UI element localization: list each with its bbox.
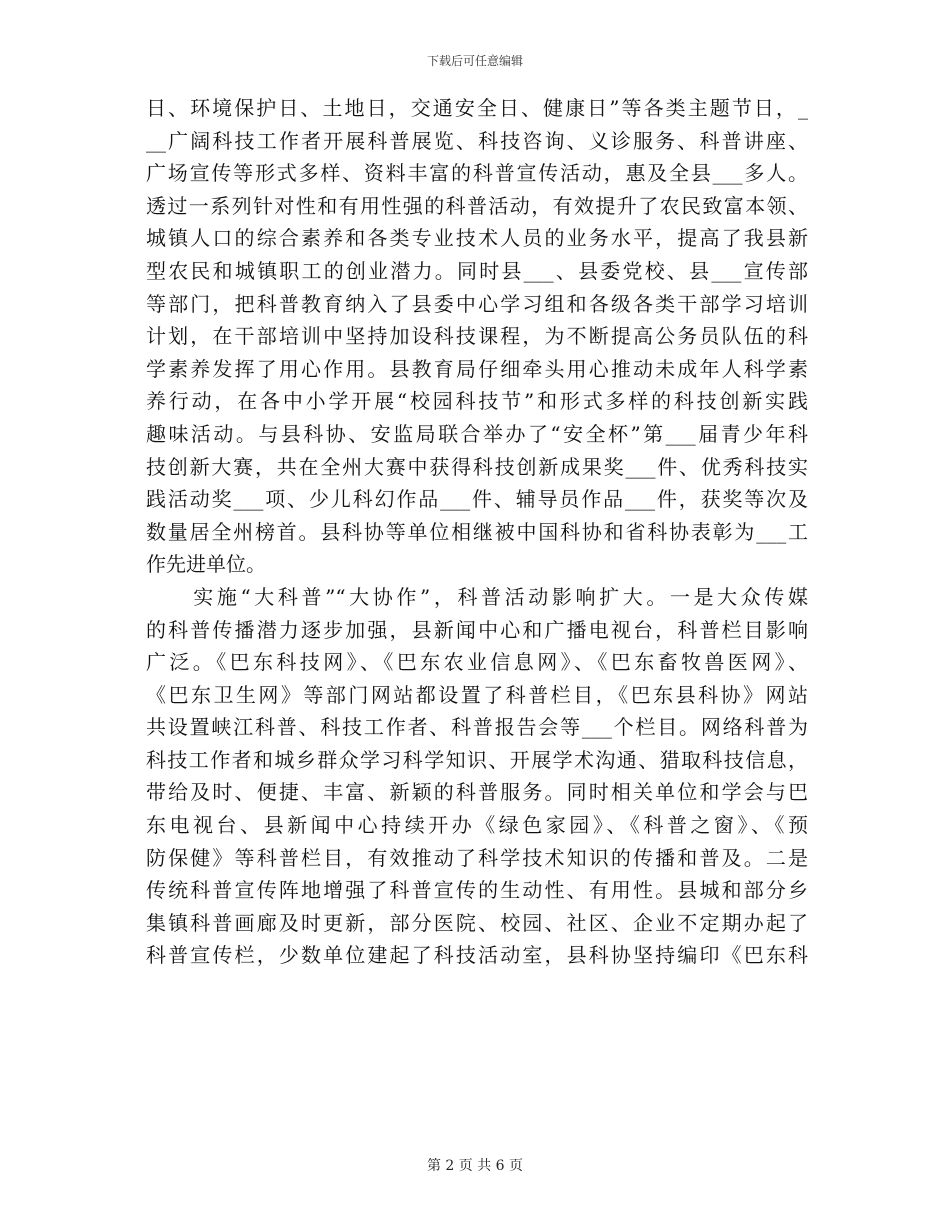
text-line: 科普宣传栏，少数单位建起了科技活动室，县科协坚持编印《巴东科 <box>146 943 808 968</box>
text-line: 城镇人口的综合素养和各类专业技术人员的业务水平，提高了我县新 <box>146 226 808 251</box>
text-line: 的科普传播潜力逐步加强，县新闻中心和广播电视台，科普栏目影响 <box>146 617 808 642</box>
text-line: 实施“大科普”“大协作”，科普活动影响扩大。一是大众传媒 <box>146 584 808 609</box>
text-line: 广场宣传等形式多样、资料丰富的科普宣传活动，惠及全县___多人。 <box>146 161 808 186</box>
text-line: 学素养发挥了用心作用。县教育局仔细牵头用心推动未成年人科学素 <box>146 356 808 381</box>
text-line: 防保健》等科普栏目，有效推动了科学技术知识的传播和普及。二是 <box>146 845 808 870</box>
text-line: 技创新大赛，共在全州大赛中获得科技创新成果奖___件、优秀科技实 <box>146 454 808 479</box>
text-line: 透过一系列针对性和有用性强的科普活动，有效提升了农民致富本领、 <box>146 193 808 218</box>
page-header-note: 下载后可任意编辑 <box>426 54 523 68</box>
document-body <box>146 92 808 972</box>
text-line: 计划，在干部培训中坚持加设科技课程，为不断提高公务员队伍的科 <box>146 324 808 349</box>
text-line: 养行动，在各中小学开展“校园科技节”和形式多样的科技创新实践 <box>146 389 808 414</box>
text-line: 《巴东卫生网》等部门网站都设置了科普栏目，《巴东县科协》网站 <box>146 682 808 707</box>
text-line: 带给及时、便捷、丰富、新颖的科普服务。同时相关单位和学会与巴 <box>146 780 808 805</box>
text-line: 集镇科普画廊及时更新，部分医院、校园、社区、企业不定期办起了 <box>146 910 808 935</box>
text-line: 广泛。《巴东科技网》、《巴东农业信息网》、《巴东畜牧兽医网》、 <box>146 650 808 675</box>
text-line: 日、环境保护日、土地日，交通安全日、健康日”等各类主题节日，_ <box>146 96 808 120</box>
text-line: 科技工作者和城乡群众学习科学知识、开展学术沟通、猎取科技信息， <box>146 747 808 772</box>
page-number: 第 2 页 共 6 页 <box>426 1158 524 1174</box>
text-line: __广阔科技工作者开展科普展览、科技咨询、义诊服务、科普讲座、 <box>146 128 808 153</box>
text-line: 传统科普宣传阵地增强了科普宣传的生动性、有用性。县城和部分乡 <box>146 878 808 903</box>
text-line: 东电视台、县新闻中心持续开办《绿色家园》、《科普之窗》、《预 <box>146 813 808 838</box>
text-line: 数量居全州榜首。县科协等单位相继被中国科协和省科协表彰为___工 <box>146 519 808 544</box>
text-line: 作先进单位。 <box>146 552 266 577</box>
text-line: 趣味活动。与县科协、安监局联合举办了“安全杯”第___届青少年科 <box>146 421 808 446</box>
text-line: 共设置峡江科普、科技工作者、科普报告会等___个栏目。网络科普为 <box>146 715 808 740</box>
text-line: 践活动奖___项、少儿科幻作品___件、辅导员作品___件，获奖等次及 <box>146 487 808 512</box>
text-line: 等部门，把科普教育纳入了县委中心学习组和各级各类干部学习培训 <box>146 291 808 316</box>
text-line: 型农民和城镇职工的创业潜力。同时县___、县委党校、县___宣传部 <box>146 258 808 283</box>
